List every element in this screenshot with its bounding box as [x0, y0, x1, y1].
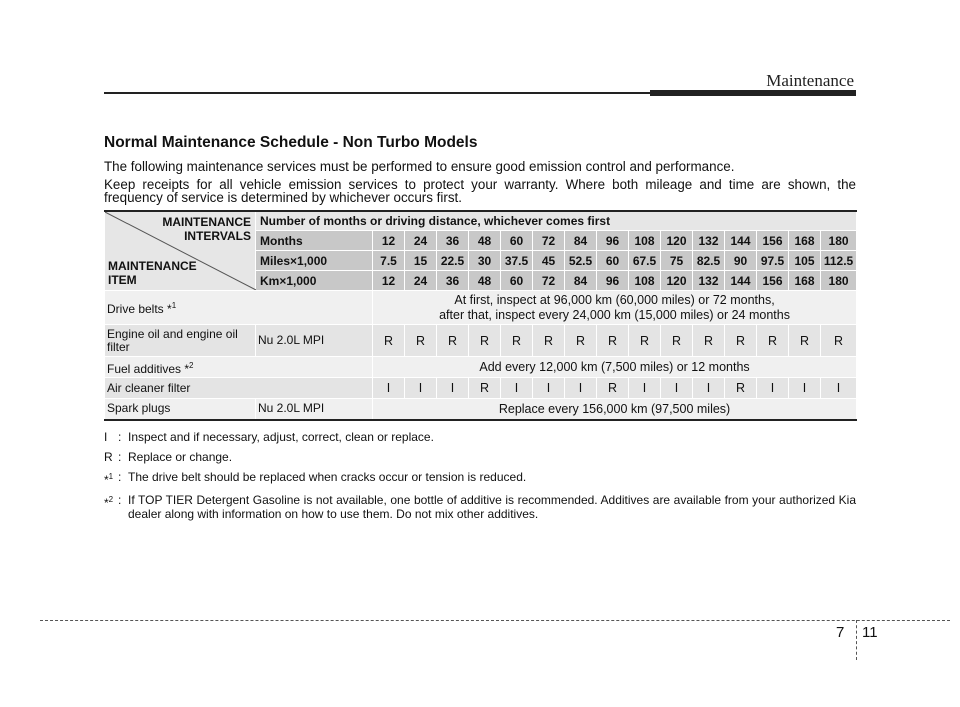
table-corner [105, 211, 256, 291]
miles-cell: 60 [597, 251, 629, 271]
km-cell: 180 [821, 271, 857, 291]
air-cleaner-cell: I [373, 378, 405, 399]
note-drive-belt: *$^1$ : The drive belt should be replaced when cracks occur or tension is reduced. [104, 470, 527, 487]
air-cleaner-cell: I [533, 378, 565, 399]
engine-oil-cell: R [565, 325, 597, 357]
km-cell: 84 [565, 271, 597, 291]
miles-cell: 37.5 [501, 251, 533, 271]
engine-oil-cell: R [405, 325, 437, 357]
air-cleaner-row [105, 378, 857, 399]
engine-oil-cell: R [597, 325, 629, 357]
table-header-title: Number of months or driving distance, whichever comes first [256, 211, 857, 231]
engine-oil-engine: Nu 2.0L MPI [256, 325, 373, 357]
legend-notes [104, 430, 856, 527]
engine-oil-cell: R [789, 325, 821, 357]
air-cleaner-cell: I [821, 378, 857, 399]
engine-oil-cell: R [821, 325, 857, 357]
chapter-number: 7 [836, 624, 845, 641]
air-cleaner-cell: I [661, 378, 693, 399]
page-number: 11 [862, 624, 878, 641]
fuel-additives-interval: Add every 12,000 km (7,500 miles) or 12 months [373, 357, 857, 378]
miles-cell: 52.5 [565, 251, 597, 271]
miles-cell: 7.5 [373, 251, 405, 271]
engine-oil-cell: R [757, 325, 789, 357]
miles-cell: 82.5 [693, 251, 725, 271]
intro-paragraph-2: Keep receipts for all vehicle emission services to protect your warranty. Where both mileage and time are shown, the frequency of service is determined by whichever occurs first. [104, 177, 856, 205]
engine-oil-cell: R [629, 325, 661, 357]
months-cell: 132 [693, 231, 725, 251]
corner-item-label: MAINTENANCE ITEM [108, 259, 197, 287]
km-cell: 36 [437, 271, 469, 291]
drive-belts-interval: At first, inspect at 96,000 km (60,000 miles) or 72 months, after that, inspect every 24,000 km (15,000 miles) or 24 months [373, 291, 857, 325]
miles-cell: 67.5 [629, 251, 661, 271]
miles-cell: 112.5 [821, 251, 857, 271]
km-cell: 120 [661, 271, 693, 291]
months-cell: 180 [821, 231, 857, 251]
note-inspect: I : Inspect and if necessary, adjust, correct, clean or replace. [104, 430, 434, 444]
engine-oil-cell: R [469, 325, 501, 357]
header-title: Maintenance [766, 71, 854, 90]
air-cleaner-cell: I [437, 378, 469, 399]
air-cleaner-cell: R [597, 378, 629, 399]
maintenance-schedule-table [104, 210, 857, 421]
drive-belts-label: Drive belts *$^1$ [105, 291, 373, 325]
note-fuel-additive: *$^2$ : If TOP TIER Detergent Gasoline is not available, one bottle of additive is recommended. Additives are available from your authorized Kia dealer along with information on how to use them. Do not mix other additives. [104, 493, 856, 521]
months-cell: 96 [597, 231, 629, 251]
corner-intervals-label: MAINTENANCE INTERVALS [162, 215, 251, 243]
miles-cell: 90 [725, 251, 757, 271]
engine-oil-cell: R [693, 325, 725, 357]
engine-oil-cell: R [373, 325, 405, 357]
months-cell: 48 [469, 231, 501, 251]
engine-oil-cell: R [725, 325, 757, 357]
spark-plugs-engine: Nu 2.0L MPI [256, 399, 373, 420]
engine-oil-cell: R [437, 325, 469, 357]
months-cell: 144 [725, 231, 757, 251]
km-cell: 24 [405, 271, 437, 291]
miles-cell: 22.5 [437, 251, 469, 271]
months-cell: 60 [501, 231, 533, 251]
km-cell: 156 [757, 271, 789, 291]
months-cell: 12 [373, 231, 405, 251]
engine-oil-cell: R [501, 325, 533, 357]
months-label: Months [256, 231, 373, 251]
air-cleaner-cell: I [629, 378, 661, 399]
miles-cell: 75 [661, 251, 693, 271]
engine-oil-label: Engine oil and engine oil filter [105, 325, 256, 357]
km-label: Km×1,000 [256, 271, 373, 291]
months-cell: 84 [565, 231, 597, 251]
air-cleaner-cell: I [789, 378, 821, 399]
engine-oil-cell: R [661, 325, 693, 357]
footer-divider [856, 620, 857, 660]
spark-plugs-interval: Replace every 156,000 km (97,500 miles) [373, 399, 857, 420]
km-cell: 96 [597, 271, 629, 291]
air-cleaner-cell: R [469, 378, 501, 399]
air-cleaner-cell: I [405, 378, 437, 399]
engine-oil-row [105, 325, 857, 357]
months-cell: 168 [789, 231, 821, 251]
miles-cell: 105 [789, 251, 821, 271]
air-cleaner-cell: I [693, 378, 725, 399]
spark-plugs-row [105, 399, 857, 420]
air-cleaner-label: Air cleaner filter [105, 378, 373, 399]
km-cell: 108 [629, 271, 661, 291]
footer-rule [40, 620, 950, 621]
air-cleaner-cell: I [501, 378, 533, 399]
air-cleaner-cell: I [757, 378, 789, 399]
miles-cell: 45 [533, 251, 565, 271]
miles-cell: 30 [469, 251, 501, 271]
months-cell: 24 [405, 231, 437, 251]
intro-paragraph-1: The following maintenance services must be performed to ensure good emission control and performance. [104, 159, 735, 174]
km-cell: 48 [469, 271, 501, 291]
km-cell: 72 [533, 271, 565, 291]
air-cleaner-cell: I [565, 378, 597, 399]
months-cell: 72 [533, 231, 565, 251]
km-cell: 60 [501, 271, 533, 291]
miles-label: Miles×1,000 [256, 251, 373, 271]
fuel-additives-row [105, 357, 857, 378]
spark-plugs-label: Spark plugs [105, 399, 256, 420]
engine-oil-cell: R [533, 325, 565, 357]
months-cell: 36 [437, 231, 469, 251]
drive-belts-row [105, 291, 857, 325]
page-heading: Normal Maintenance Schedule - Non Turbo Models [104, 134, 478, 151]
fuel-additives-label: Fuel additives *$^2$ [105, 357, 373, 378]
air-cleaner-cell: R [725, 378, 757, 399]
months-cell: 156 [757, 231, 789, 251]
km-cell: 132 [693, 271, 725, 291]
km-cell: 168 [789, 271, 821, 291]
km-cell: 144 [725, 271, 757, 291]
km-cell: 12 [373, 271, 405, 291]
note-replace: R : Replace or change. [104, 450, 233, 464]
header-bar [650, 90, 856, 96]
miles-cell: 15 [405, 251, 437, 271]
miles-cell: 97.5 [757, 251, 789, 271]
months-cell: 108 [629, 231, 661, 251]
months-cell: 120 [661, 231, 693, 251]
